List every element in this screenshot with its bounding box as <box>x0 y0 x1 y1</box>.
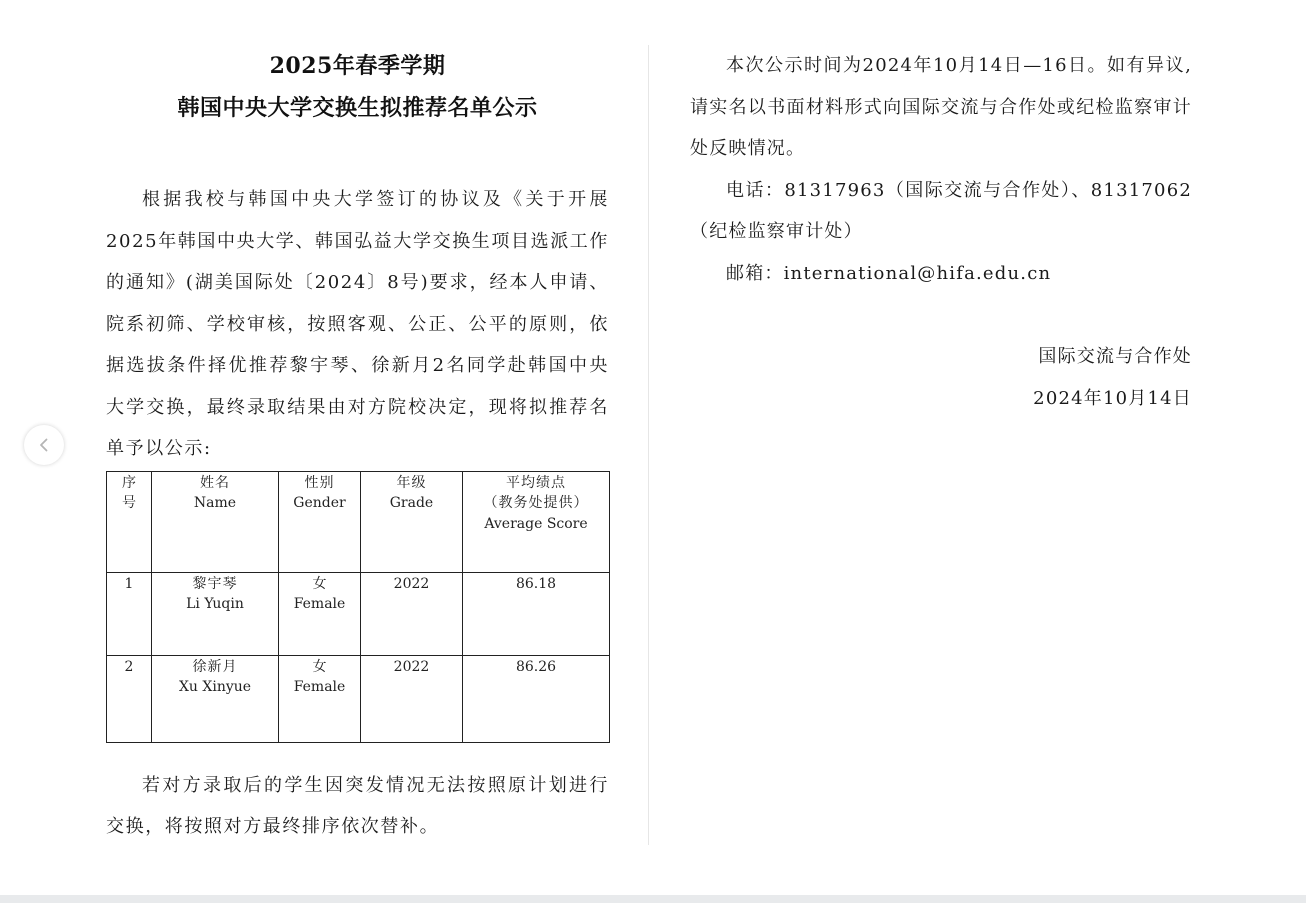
row-gender: 女 Female <box>279 655 361 742</box>
row-score: 86.26 <box>463 655 610 742</box>
row-grade: 2022 <box>361 572 463 655</box>
right-column <box>690 45 1192 419</box>
bottom-scroll-bar <box>0 895 1306 903</box>
header-number: 序号 <box>107 471 152 572</box>
header-average-score: 平均绩点 （教务处提供） Average Score <box>463 471 610 572</box>
signature-date: 2024年10月14日 <box>1033 387 1192 409</box>
candidate-table <box>106 471 610 743</box>
intro-paragraph: 根据我校与韩国中央大学签订的协议及《关于开展2025年韩国中央大学、韩国弘益大学交换生项目选派工作的通知》(湖美国际处〔2024〕8号)要求，经本人申请、院系初筛、学校审核，按照客观、公正、公平的原则，依据选拔条件择优推荐黎宇琴、徐新月2名同学赴韩国中央大学交换，最终录取结果由对方院校决定，现将拟推荐名单予以公示: <box>106 189 610 459</box>
title-line-1: 2025年春季学期 <box>269 53 446 79</box>
left-column <box>106 45 609 848</box>
notice-period-paragraph: 本次公示时间为2024年10月14日—16日。如有异议,请实名以书面材料形式向国际交流与合作处或纪检监察审计处反映情况。 <box>690 55 1192 159</box>
row-gender: 女 Female <box>279 572 361 655</box>
replacement-paragraph: 若对方录取后的学生因突发情况无法按照原计划进行交换，将按照对方最终排序依次替补。 <box>106 774 609 837</box>
phone-paragraph: 电话：81317963（国际交流与合作处）、81317062（纪检监察审计处） <box>690 179 1192 242</box>
row-number: 2 <box>107 655 152 742</box>
row-name: 徐新月 Xu Xinyue <box>152 655 279 742</box>
row-name: 黎宇琴 Li Yuqin <box>152 572 279 655</box>
row-grade: 2022 <box>361 655 463 742</box>
column-divider <box>648 45 649 845</box>
row-score: 86.18 <box>463 572 610 655</box>
table-row <box>107 572 610 655</box>
signature-block <box>690 336 1192 419</box>
row-number: 1 <box>107 572 152 655</box>
header-gender: 性别 Gender <box>279 471 361 572</box>
table-row <box>107 655 610 742</box>
table-header-row <box>107 471 610 572</box>
previous-page-button[interactable] <box>24 425 64 465</box>
chevron-left-icon <box>36 437 52 453</box>
email-paragraph: 邮箱：international@hifa.edu.cn <box>726 262 1052 284</box>
header-name: 姓名 Name <box>152 471 279 572</box>
title-line-2: 韩国中央大学交换生拟推荐名单公示 <box>177 95 538 121</box>
header-grade: 年级 Grade <box>361 471 463 572</box>
signature-office: 国际交流与合作处 <box>1038 346 1192 367</box>
